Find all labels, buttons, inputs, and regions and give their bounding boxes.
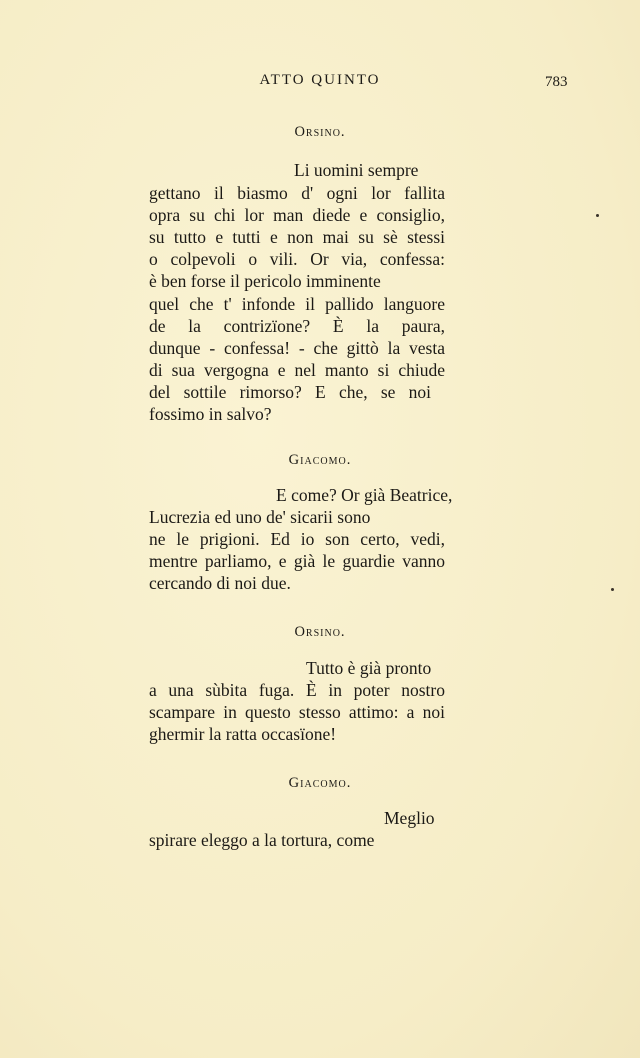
verse-line: è ben forse il pericolo imminente <box>149 271 381 291</box>
verse-line: o colpevoli o vili. Or via, confessa: <box>149 249 445 269</box>
verse-line: cercando di noi due. <box>149 573 291 593</box>
verse-line: a una sùbita fuga. È in poter nostro <box>149 680 445 700</box>
paper-speck <box>596 214 599 217</box>
page-number: 783 <box>545 74 568 90</box>
verse-line: mentre parliamo, e già le guardie vanno <box>149 551 445 571</box>
verse-line: quel che t' infonde il pallido languore <box>149 294 445 314</box>
speaker-label: Orsino. <box>294 624 346 640</box>
verse-line: ghermir la ratta occasïone! <box>149 724 337 744</box>
verse-line: fossimo in salvo? <box>149 404 272 424</box>
verse-line: Meglio <box>384 808 435 828</box>
verse-line: opra su chi lor man diede e consiglio, <box>149 205 445 225</box>
verse-line: gettano il biasmo d' ogni lor fallita <box>149 183 445 203</box>
verse-line: de la contrizïone? È la paura, <box>149 316 445 336</box>
verse-line: del sottile rimorso? E che, se noi <box>149 382 431 402</box>
verse-line: spirare eleggo a la tortura, come <box>149 830 375 850</box>
verse-line: E come? Or già Beatrice, <box>276 485 453 505</box>
verse-line: ne le prigioni. Ed io son certo, vedi, <box>149 529 445 549</box>
running-title: ATTO QUINTO <box>259 72 381 88</box>
verse-line: su tutto e tutti e non mai su sè stessi <box>149 227 445 247</box>
verse-line: Lucrezia ed uno de' sicarii sono <box>149 507 371 527</box>
speaker-label: Giacomo. <box>288 775 352 791</box>
verse-line: Li uomini sempre <box>294 160 419 180</box>
verse-line: scampare in questo stesso attimo: a noi <box>149 702 445 722</box>
verse-line: di sua vergogna e nel manto si chiude <box>149 360 445 380</box>
paper-speck <box>611 588 614 591</box>
verse-line: Tutto è già pronto <box>306 658 432 678</box>
verse-line: dunque - confessa! - che gittò la vesta <box>149 338 445 358</box>
speaker-label: Orsino. <box>294 124 346 140</box>
speaker-label: Giacomo. <box>288 452 352 468</box>
